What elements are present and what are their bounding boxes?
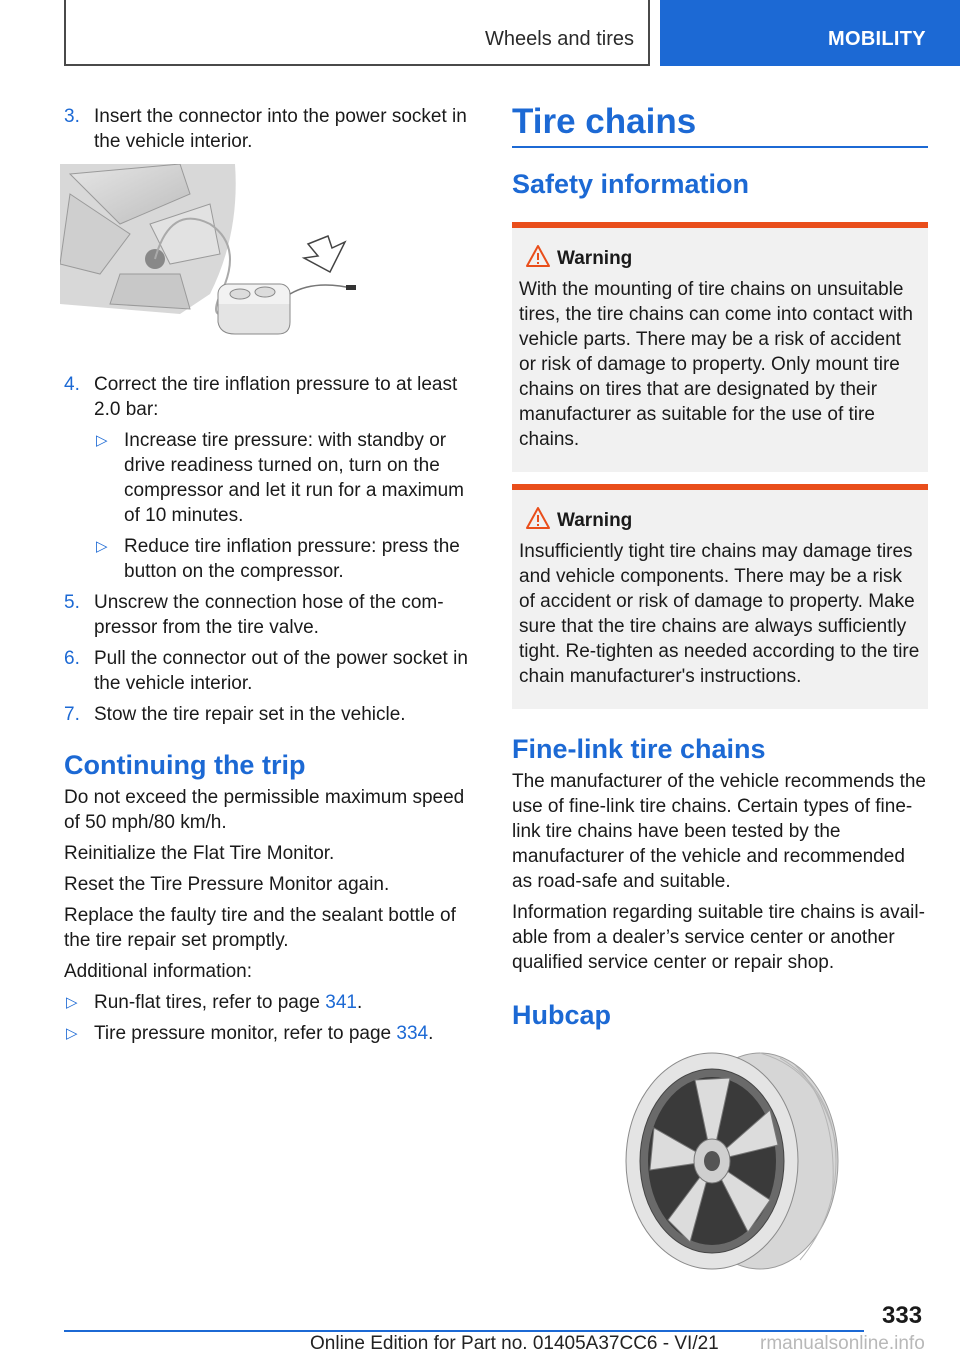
step-number: 6. bbox=[64, 648, 80, 669]
header-section-box bbox=[64, 0, 650, 66]
warning-body: With the mounting of tire chains on unsuitable tires, the tire chains can come into contact with vehicle parts. There may be a risk of accident or risk of damage to property. Only mount tire chains on tires that are designated by their manufacturer as suitable for the use of tire chains. bbox=[519, 279, 913, 450]
step-text: Insert the connector into the power socket in the vehicle interior. bbox=[94, 106, 467, 152]
step-6 bbox=[64, 646, 478, 696]
hubcap-wheel-illustration bbox=[620, 1050, 850, 1272]
paragraph: Do not exceed the permissible maximum speed of 50 mph/80 km/h. bbox=[64, 787, 465, 833]
step-number: 5. bbox=[64, 592, 80, 613]
warning-title bbox=[519, 508, 920, 533]
triangle-bullet-icon: ▷ bbox=[66, 994, 78, 1011]
paragraph: Reinitialize the Flat Tire Monitor. bbox=[64, 843, 335, 864]
step-number: 4. bbox=[64, 374, 80, 395]
bullet-text: Increase tire pressure: with standby or drive readiness turned on, turn on the compressor and let it run for a maximum of 10 minutes. bbox=[124, 430, 465, 526]
page-link-334[interactable]: 334 bbox=[396, 1023, 429, 1044]
right-column bbox=[512, 100, 928, 1031]
step-text: Unscrew the connection hose of the com‐ pressor from the tire valve. bbox=[94, 592, 444, 638]
step-4 bbox=[64, 372, 478, 422]
left-column bbox=[64, 104, 478, 1052]
ref-end: . bbox=[428, 1023, 434, 1044]
paragraph: Replace the faulty tire and the sealant bottle of the tire repair set promptly. bbox=[64, 905, 456, 951]
step-number: 3. bbox=[64, 106, 80, 127]
warning-triangle-icon bbox=[525, 244, 551, 268]
list-item bbox=[94, 428, 478, 528]
warning-box bbox=[512, 484, 928, 709]
fine-link-heading: Fine-link tire chains bbox=[512, 734, 766, 764]
chapter-tab[interactable] bbox=[660, 0, 960, 66]
page-number: 333 bbox=[882, 1302, 923, 1329]
step-text: Pull the connector out of the power socket in the vehicle interior. bbox=[94, 648, 468, 694]
page-link-341[interactable]: 341 bbox=[325, 992, 357, 1013]
tire-chains-title: Tire chains bbox=[512, 102, 697, 141]
warning-triangle-icon bbox=[525, 506, 551, 530]
paragraph: Information regarding suitable tire chains is avail‐ able from a dealer’s service center or another qualified service center or repair shop. bbox=[512, 902, 925, 973]
watermark-logo: rmanualsonline.info bbox=[760, 1333, 925, 1354]
ref-text: Tire pressure monitor, refer to page bbox=[94, 1023, 397, 1044]
warning-box bbox=[512, 222, 928, 472]
step-4-bullets bbox=[94, 428, 478, 584]
footer-rule bbox=[64, 1330, 864, 1332]
list-item bbox=[64, 990, 478, 1015]
safety-information-heading: Safety information bbox=[512, 169, 750, 199]
step-text: Stow the tire repair set in the vehicle. bbox=[94, 704, 406, 725]
continuing-trip-heading: Continuing the trip bbox=[64, 750, 306, 780]
compressor-connection-illustration bbox=[60, 164, 360, 354]
hubcap-heading: Hubcap bbox=[512, 1000, 612, 1030]
chapter-tab-label: MOBILITY bbox=[828, 28, 926, 50]
footer-edition: Online Edition for Part no. 01405A37CC6 - VI/21 bbox=[310, 1333, 719, 1354]
ref-text: Run-flat tires, refer to page bbox=[94, 992, 326, 1013]
list-item bbox=[64, 1021, 478, 1046]
warning-title-text: Warning bbox=[557, 248, 633, 269]
paragraph: Additional information: bbox=[64, 961, 252, 982]
triangle-bullet-icon: ▷ bbox=[96, 432, 108, 449]
triangle-bullet-icon: ▷ bbox=[96, 538, 108, 555]
warning-body: Insufficiently tight tire chains may damage tires and vehicle components. There may be a risk of accident or risk of damage to property. Make sure that the tire chains are always sufficiently tight. Re-tighten as needed according to the tire chain manufacturer's instructions. bbox=[519, 541, 920, 687]
step-7 bbox=[64, 702, 478, 727]
title-rule bbox=[512, 146, 928, 148]
triangle-bullet-icon: ▷ bbox=[66, 1025, 78, 1042]
step-number: 7. bbox=[64, 704, 80, 725]
paragraph: Reset the Tire Pressure Monitor again. bbox=[64, 874, 390, 895]
list-item bbox=[94, 534, 478, 584]
warning-title bbox=[519, 246, 920, 271]
step-3 bbox=[64, 104, 478, 154]
section-title: Wheels and tires bbox=[485, 28, 634, 50]
step-5 bbox=[64, 590, 478, 640]
bullet-text: Reduce tire inflation pressure: press the button on the compressor. bbox=[124, 536, 460, 582]
paragraph: The manufacturer of the vehicle recommends the use of fine-link tire chains. Certain types of fine-link tire chains have been tested by the manufacturer of the vehicle and recommended as road-safe and suitable. bbox=[512, 771, 926, 892]
step-text: Correct the tire inflation pressure to at least 2.0 bar: bbox=[94, 374, 458, 420]
ref-end: . bbox=[356, 992, 363, 1013]
warning-title-text: Warning bbox=[557, 510, 633, 531]
